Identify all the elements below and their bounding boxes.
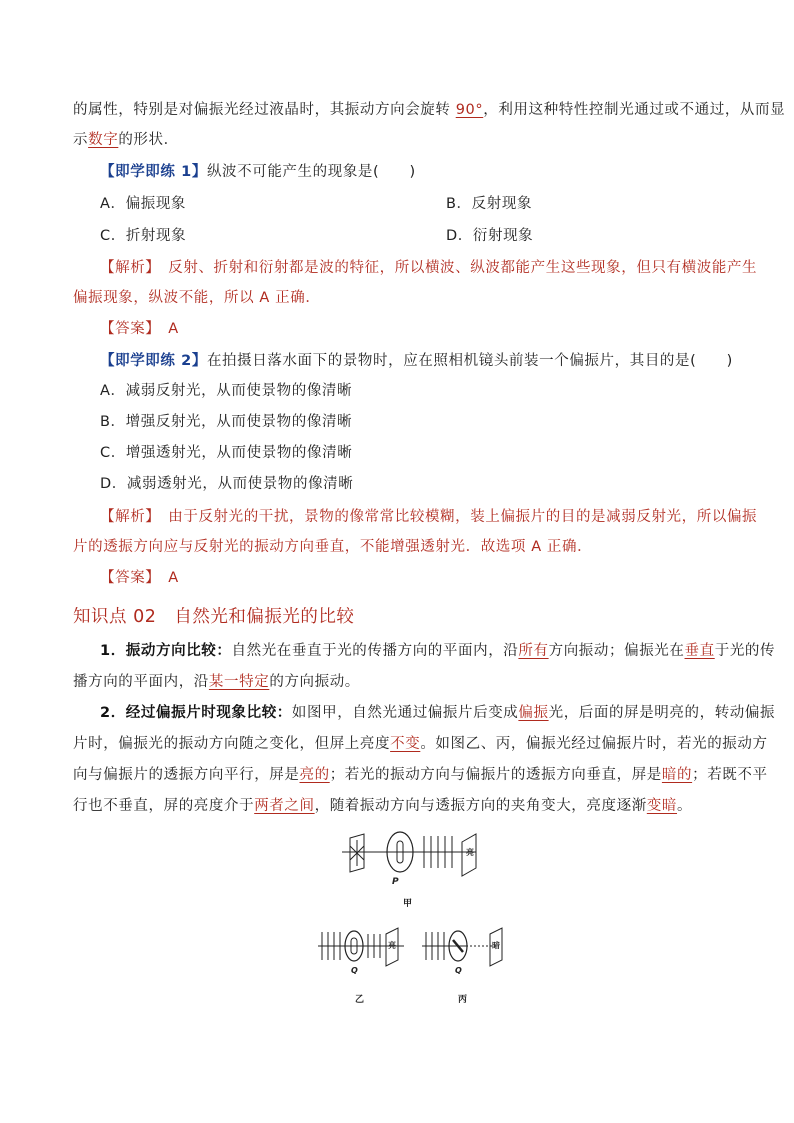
exercise-tag: 【即学即练 2】	[100, 353, 207, 369]
underlined-answer: 不变	[390, 736, 421, 752]
option-a: A．偏振现象	[100, 196, 187, 212]
options-row	[100, 194, 744, 214]
analysis-text: 片的透振方向应与反射光的振动方向垂直，不能增强透射光．故选项 A 正确．	[73, 539, 593, 555]
underlined-answer: 垂直	[684, 643, 715, 659]
text: 的形状．	[118, 132, 179, 148]
analysis-text: 反射、折射和衍射都是波的特征，所以横波、纵波都能产生这些现象，但只有横波能产生	[153, 260, 758, 276]
figure-label-jia: 甲	[403, 899, 413, 909]
item-2-line: 2．经过偏振片时现象比较：如图甲，自然光通过偏振片后变成偏振光，后面的屏是明亮的，转动偏振	[100, 705, 776, 721]
answer-value: A	[153, 321, 179, 337]
item-2-line: 向与偏振片的透振方向平行，屏是亮的；若光的振动方向与偏振片的透振方向垂直，屏是暗的；若既不平	[73, 767, 768, 783]
analysis-line	[100, 258, 758, 278]
screen-bright-label: 亮	[466, 848, 474, 857]
item-1-line: 1．振动方向比较：自然光在垂直于光的传播方向的平面内，沿所有方向振动；偏振光在垂直于光的传	[100, 643, 776, 659]
text: 的属性，特别是对偏振光经过液晶时，其振动方向会旋转	[73, 102, 456, 118]
option-d: D．衍射现象	[446, 228, 534, 244]
paragraph-line	[73, 100, 786, 120]
analysis-line	[73, 537, 744, 557]
exercise-1-stem	[100, 162, 744, 182]
item-title: 2．经过偏振片时现象比较：	[100, 705, 292, 721]
underlined-answer: 亮的	[299, 767, 330, 783]
answer-tag: 【答案】	[100, 570, 154, 586]
exercise-question: 在拍摄日落水面下的景物时，应在照相机镜头前装一个偏振片，其目的是( )	[206, 353, 733, 369]
item-title: 1．振动方向比较：	[100, 643, 232, 659]
exercise-2-stem	[100, 351, 744, 371]
screen-bright-label: 亮	[388, 941, 396, 950]
item-2-line: 行也不垂直，屏的亮度介于两者之间，随着振动方向与透振方向的夹角变大，亮度逐渐变暗。	[73, 798, 693, 814]
label-q: Q	[351, 966, 358, 974]
underlined-answer: 90°	[455, 102, 484, 118]
text: 示	[73, 132, 89, 148]
option-b: B．反射现象	[446, 196, 533, 212]
option-c: C．折射现象	[100, 228, 187, 244]
answer-tag: 【答案】	[100, 321, 154, 337]
option-b: B．增强反射光，从而使景物的像清晰	[100, 414, 353, 430]
analysis-line	[100, 507, 758, 527]
analysis-text: 由于反射光的干扰，景物的像常常比较模糊，装上偏振片的目的是减弱反射光，所以偏振	[153, 509, 758, 525]
figure-label-bing: 丙	[458, 995, 468, 1005]
option-d: D．减弱透射光，从而使景物的像清晰	[100, 476, 354, 492]
answer-value: A	[153, 570, 179, 586]
text: ，利用这种特性控制光通过或不通过，从而显	[483, 102, 786, 118]
section-heading: 知识点 02 自然光和偏振光的比较	[73, 607, 355, 627]
screen-dark-label: 暗	[492, 941, 500, 950]
label-q: Q	[455, 966, 462, 974]
paragraph-line	[73, 130, 744, 150]
underlined-answer: 暗的	[661, 767, 693, 783]
analysis-text: 偏振现象，纵波不能，所以 A 正确．	[73, 290, 321, 306]
analysis-line	[73, 288, 744, 308]
options-row	[100, 226, 744, 246]
analysis-tag: 【解析】	[100, 509, 154, 525]
underlined-answer: 两者之间	[254, 798, 315, 814]
underlined-answer: 数字	[88, 132, 119, 148]
underlined-answer: 变暗	[646, 798, 678, 814]
figure-jia	[338, 828, 488, 898]
exercise-question: 纵波不可能产生的现象是( )	[206, 164, 416, 180]
item-1-line: 播方向的平面内，沿某一特定的方向振动。	[73, 674, 360, 690]
figure-yi	[316, 924, 406, 974]
option-c: C．增强透射光，从而使景物的像清晰	[100, 445, 353, 461]
answer-line	[100, 568, 744, 588]
label-p: P	[392, 877, 399, 887]
answer-line	[100, 319, 744, 339]
figure-label-yi: 乙	[355, 995, 365, 1005]
underlined-answer: 某一特定	[208, 674, 270, 690]
underlined-answer: 偏振	[518, 705, 549, 721]
item-2-line: 片时，偏振光的振动方向随之变化，但屏上亮度不变。如图乙、丙，偏振光经过偏振片时，若光的振动方	[73, 736, 768, 752]
figure-bing	[420, 924, 510, 974]
option-a: A．减弱反射光，从而使景物的像清晰	[100, 383, 353, 399]
analysis-tag: 【解析】	[100, 260, 154, 276]
exercise-tag: 【即学即练 1】	[100, 164, 207, 180]
underlined-answer: 所有	[518, 643, 549, 659]
